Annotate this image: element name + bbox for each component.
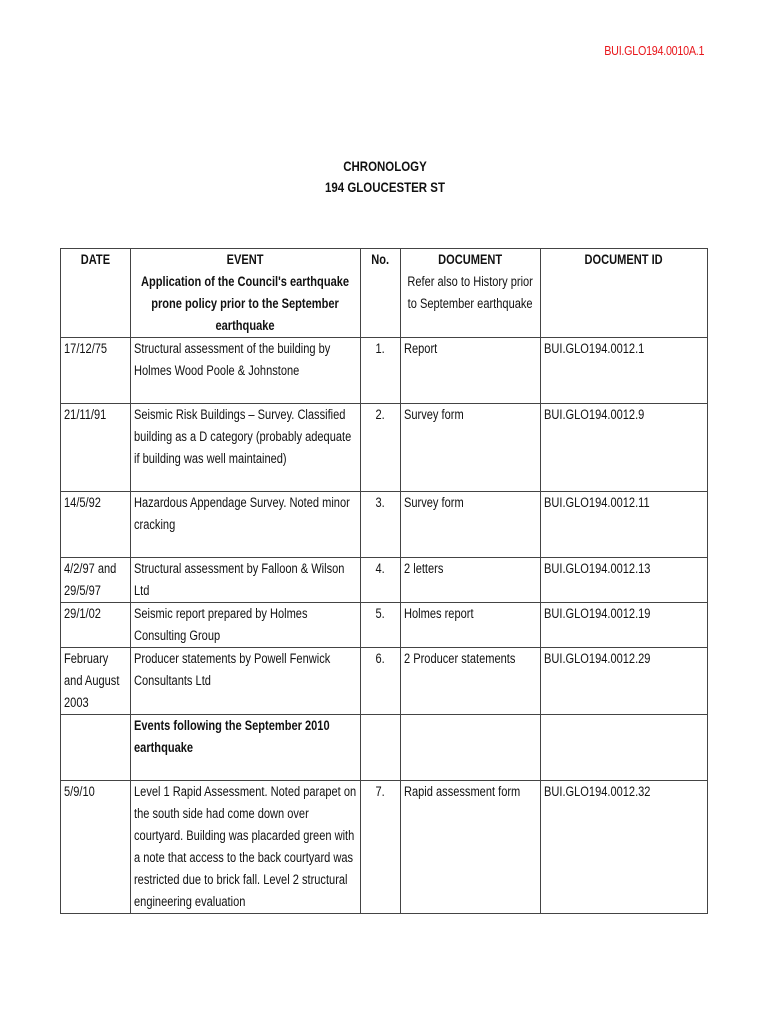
row-document: Rapid assessment form (401, 781, 541, 914)
title-line-2: 194 GLOUCESTER ST (325, 179, 445, 195)
header-document (401, 249, 541, 338)
table-row (61, 603, 708, 648)
row-number (361, 715, 401, 781)
row-date: 5/9/10 (61, 781, 131, 914)
header-event-sub: Application of the Council's earthquake prone policy prior to the September earthquake (141, 274, 350, 333)
row-document: 2 letters (401, 558, 541, 603)
row-date: February and August 2003 (61, 648, 131, 715)
row-document-id: BUI.GLO194.0012.29 (541, 648, 708, 715)
row-document-id: BUI.GLO194.0012.19 (541, 603, 708, 648)
row-document (401, 715, 541, 781)
row-event: Seismic report prepared by Holmes Consulting Group (131, 603, 361, 648)
row-number: 3. (361, 492, 401, 558)
row-event: Seismic Risk Buildings – Survey. Classified building as a D category (probably adequate if building was well maintained) (131, 404, 361, 492)
row-document: Holmes report (401, 603, 541, 648)
row-document: 2 Producer statements (401, 648, 541, 715)
row-document-id: BUI.GLO194.0012.32 (541, 781, 708, 914)
row-event: Hazardous Appendage Survey. Noted minor cracking (131, 492, 361, 558)
row-number: 5. (361, 603, 401, 648)
row-number: 1. (361, 338, 401, 404)
table-row (61, 492, 708, 558)
row-event: Structural assessment by Falloon & Wilson Ltd (131, 558, 361, 603)
row-date (61, 715, 131, 781)
section-heading: Events following the September 2010 earthquake (131, 715, 361, 781)
row-document: Survey form (401, 492, 541, 558)
chronology-table (60, 248, 708, 914)
table-row (61, 781, 708, 914)
header-no: No. (361, 249, 401, 338)
row-date: 29/1/02 (61, 603, 131, 648)
row-number: 4. (361, 558, 401, 603)
row-document: Report (401, 338, 541, 404)
row-date: 21/11/91 (61, 404, 131, 492)
row-event: Level 1 Rapid Assessment. Noted parapet on the south side had come down over courtyard. Building was placarded green with a note that access to the back courtyard was restricted due to brick fall. Level 2 structural engineering evaluation (131, 781, 361, 914)
row-event: Structural assessment of the building by Holmes Wood Poole & Johnstone (131, 338, 361, 404)
header-document-sub: Refer also to History prior to September earthquake (407, 274, 534, 311)
table-header-row (61, 249, 708, 338)
page-title (0, 156, 770, 198)
table-row (61, 648, 708, 715)
row-document: Survey form (401, 404, 541, 492)
row-date: 4/2/97 and 29/5/97 (61, 558, 131, 603)
header-document-id: DOCUMENT ID (541, 249, 708, 338)
row-number: 2. (361, 404, 401, 492)
table-row (61, 558, 708, 603)
row-date: 14/5/92 (61, 492, 131, 558)
row-document-id: BUI.GLO194.0012.9 (541, 404, 708, 492)
row-document-id (541, 715, 708, 781)
table-row (61, 338, 708, 404)
header-event-label: EVENT (227, 252, 264, 267)
row-number: 7. (361, 781, 401, 914)
header-document-label: DOCUMENT (438, 252, 503, 267)
row-document-id: BUI.GLO194.0012.13 (541, 558, 708, 603)
section-row (61, 715, 708, 781)
title-line-1: CHRONOLOGY (343, 158, 427, 174)
row-number: 6. (361, 648, 401, 715)
document-reference: BUI.GLO194.0010A.1 (604, 44, 704, 58)
row-event: Producer statements by Powell Fenwick Consultants Ltd (131, 648, 361, 715)
row-date: 17/12/75 (61, 338, 131, 404)
header-date: DATE (61, 249, 131, 338)
header-event (131, 249, 361, 338)
row-document-id: BUI.GLO194.0012.1 (541, 338, 708, 404)
row-document-id: BUI.GLO194.0012.11 (541, 492, 708, 558)
table-row (61, 404, 708, 492)
